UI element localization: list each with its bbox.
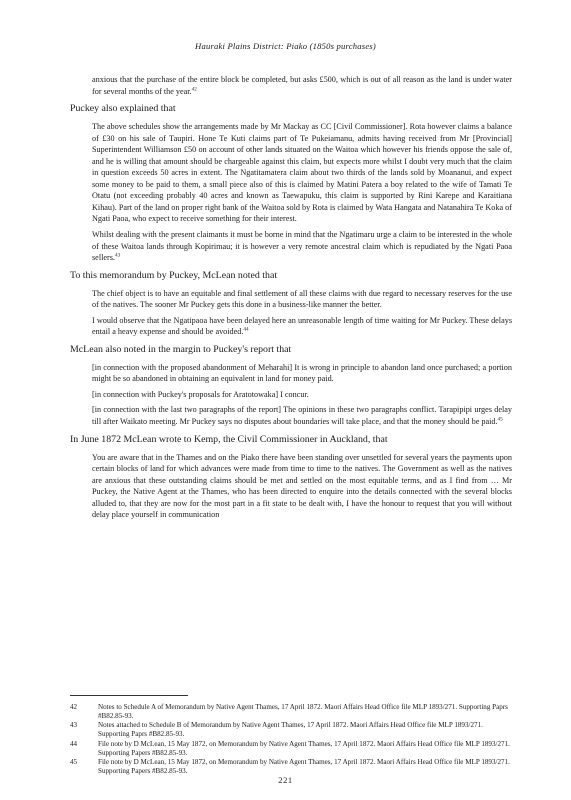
footnote-number: 43 xyxy=(70,721,78,730)
intro-paragraph: McLean also noted in the margin to Puckey's report that xyxy=(70,343,292,355)
page-number: 221 xyxy=(278,775,293,785)
footnote-divider xyxy=(70,695,188,696)
quote-block: The above schedules show the arrangements made by Mr Mackay as CC [Civil Commissioner]. Rota however claims a balance of £30 on his sale of Taupiri. Hone Te Kuti claims part of Te Pukeiamanu, admits having received from Mr [Provincial] Superintendent Williamson £50 on account of other lands situated on the Waitoa which however his friends oppose the sale of, and he is willing that amount should be chargeable against this claim, but expects more whilst I doubt very much that the claim in question exceeds 50 acres in extent. The Ngatitamatera claim about two thirds of the lands sold by Moananui, and expect some money to be paid to them, a small piece also of this is claimed by Matini Patera a boy related to the wife of Tamati Te Otatu (not exceeding probably 40 acres and known as Taewapuku, this claim is supported by Rini Karepe and Karaitiana Kihau). Part of the land on proper right bank of the Waitoa sold by Rota is claimed by Wata Hangata and Natanahira Te Koka of Ngati Paoa, who expect to receive something for their interest. xyxy=(92,122,512,224)
footnote-number: 45 xyxy=(70,758,78,767)
quote-block: You are aware that in the Thames and on the Piako there have been standing over unsettled for several years the payments upon certain blocks of land for which advances were made from time to time to the natives. The Government as well as the natives are anxious that these outstanding claims should be met and settled on the most equitable terms, and as I find from … Mr Puckey, the Native Agent at the Thames, who has been directed to enquire into the details connected with the several blocks alluded to, that they are now for the most part in a fit state to be dealt with, I have the honour to request that you will without delay place yourself in communication xyxy=(92,452,512,520)
footnote xyxy=(70,758,512,775)
footnote-ref[interactable]: 42 xyxy=(191,86,197,93)
footnote xyxy=(70,703,512,720)
footnote-ref[interactable]: 43 xyxy=(114,252,121,259)
footnote-text: File note by D McLean, 15 May 1872, on Memorandum by Native Agent Thames, 17 April 1872. Maori Affairs Head Office file MLP 1893/271. Supporting Papers #B82.85-93. xyxy=(98,739,510,757)
quote-block: I would observe that the Ngatipaoa have been delayed here an unreasonable length of time waiting for Mr Puckey. These delays entail a heavy expense and should be avoided.$^{44}$ xyxy=(92,315,512,337)
footnote-text: Notes to Schedule A of Memorandum by Native Agent Thames, 17 April 1872. Maori Affairs Head Office file MLP 1893/271. Supporting Paprs #B82.85-93. xyxy=(98,703,508,720)
quote-block: [in connection with Puckey's proposals for Aratotowaka] I concur. xyxy=(92,389,309,399)
quote-block: anxious that the purchase of the entire block be completed, but asks £500, which is out of all reason as the land is under water for several months of the year.$^{42}$ xyxy=(92,75,512,96)
footnote-number: 42 xyxy=(70,703,78,711)
footnote-text: Notes attached to Schedule B of Memorandum by Native Agent Thames, 17 April 1872. Maori Affairs Head Office file MLP 1893/271. Supporting Paprs #B82.85-93. xyxy=(98,721,483,739)
intro-paragraph: To this memorandum by Puckey, McLean noted that xyxy=(70,269,278,281)
quote-block: [in connection with the proposed abandonment of Meharahi] It is wrong in principle to abandon land once purchased; a portion might be so abandoned in obtaining an equivalent in land for money paid. xyxy=(92,362,512,384)
quote-block: The chief object is to have an equitable and final settlement of all these claims with due regard to necessary reserves for the use of the natives. The sooner Mr Puckey gets this done in a business-like manner the better. xyxy=(92,288,512,310)
running-head: Hauraki Plains District: Piako (1850s purchases) xyxy=(195,41,376,51)
footnote-text: File note by D McLean, 15 May 1872, on Memorandum by Native Agent Thames, 17 April 1872. Maori Affairs Head Office file MLP 1893/271. Supporting Papers #B82.85-93. xyxy=(98,758,510,776)
footnotes xyxy=(70,703,512,777)
body-text xyxy=(70,74,512,525)
footnote-number: 44 xyxy=(70,739,78,748)
intro-paragraph: Puckey also explained that xyxy=(70,103,176,115)
quote-block: Whilst dealing with the present claimants it must be borne in mind that the Ngatimaru urge a claim to be interested in the whole of these Waitoa lands through Kopirimau; it is however a very remote ancestral claim which is repudiated by the Ngati Paoa sellers.$^{43}$ xyxy=(92,230,512,263)
quote-block: [in connection with the last two paragraphs of the report] The opinions in these two paragraphs conflict. Tarapipipi urges delay till after Waikato meeting. Mr Puckey says no disputes about boundaries will take place, and that the money should be paid.$^{45}$ xyxy=(92,405,512,427)
intro-paragraph: In June 1872 McLean wrote to Kemp, the Civil Commissioner in Auckland, that xyxy=(70,433,388,445)
footnote-ref[interactable]: 44 xyxy=(243,326,249,333)
footnote-ref[interactable]: 45 xyxy=(497,416,503,423)
footnote xyxy=(70,740,512,757)
footnote xyxy=(70,721,512,738)
